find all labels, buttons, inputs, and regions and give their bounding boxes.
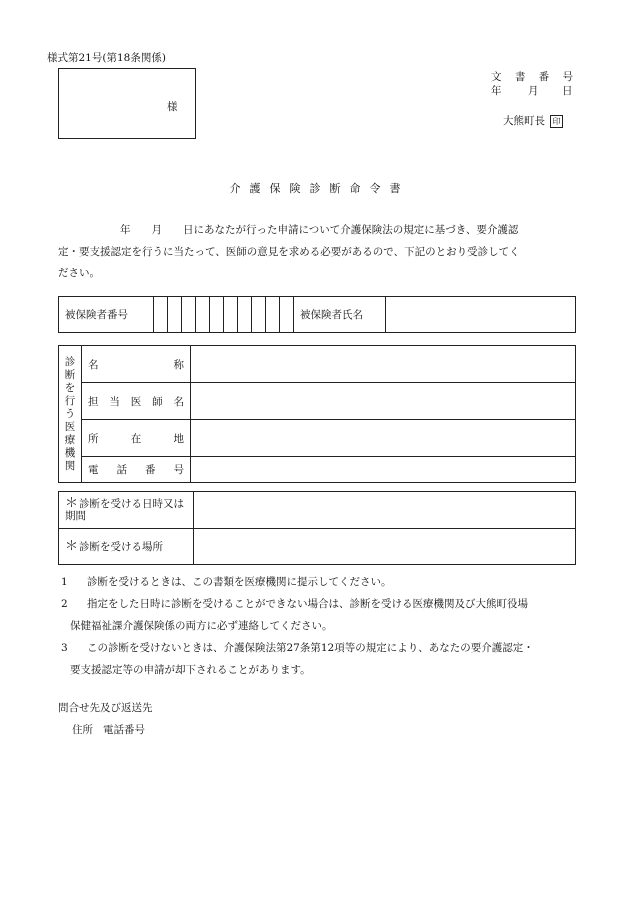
insured-name-label: 被保険者氏名 xyxy=(294,297,386,333)
form-number: 様式第21号(第18条関係) xyxy=(47,52,166,64)
issuer-name: 大熊町長 xyxy=(503,115,545,127)
note-number: 2 xyxy=(61,598,68,610)
body-paragraph xyxy=(58,220,578,285)
note-continuation: 保健福祉課介護保険係の両方に必ず連絡してください。 xyxy=(70,620,333,632)
note-item xyxy=(58,571,588,593)
note-number: 1 xyxy=(61,576,68,588)
date-year: 年 xyxy=(491,85,502,97)
institution-address-field[interactable] xyxy=(191,420,576,457)
doctor-name-field[interactable] xyxy=(191,383,576,420)
addressee-suffix: 様 xyxy=(167,101,178,113)
institution-name-field[interactable] xyxy=(191,346,576,383)
date-month: 月 xyxy=(528,85,539,97)
insured-number-digit[interactable] xyxy=(266,297,280,333)
institution-name-label: 名称 xyxy=(82,346,191,383)
appointment-place-text: 診断を受ける場所 xyxy=(79,540,164,553)
appointment-place-field[interactable] xyxy=(194,529,576,565)
seal-mark: 印 xyxy=(550,115,563,128)
notes-list xyxy=(58,571,588,681)
doctor-name-label: 担当医師名 xyxy=(82,383,191,420)
note-text: この診断を受けないときは、介護保険法第27条第12項等の規定により、あなたの要介護認定・ xyxy=(87,642,534,654)
appointment-place-label xyxy=(59,529,194,565)
date-day: 日 xyxy=(562,85,573,97)
insured-number-digit[interactable] xyxy=(168,297,182,333)
institution-phone-field[interactable] xyxy=(191,457,576,483)
note-item xyxy=(58,637,588,681)
insured-number-digit[interactable] xyxy=(210,297,224,333)
institution-phone-label: 電話番号 xyxy=(82,457,191,483)
contact-heading: 問合せ先及び返送先 xyxy=(58,702,153,714)
insured-number-digit[interactable] xyxy=(196,297,210,333)
body-line-2: 定・要支援認定を行うに当たって、医師の意見を求める必要があるので、下記のとおり受診してく xyxy=(58,245,520,258)
insured-number-digit[interactable] xyxy=(182,297,196,333)
contact-address-label: 住所 xyxy=(72,724,93,736)
appointment-datetime-field[interactable] xyxy=(194,492,576,529)
note-continuation: 要支援認定等の申請が却下されることがあります。 xyxy=(70,664,311,676)
insured-number-label: 被保険者番号 xyxy=(59,297,154,333)
document-title: 介護保険診断命令書 xyxy=(229,182,410,195)
appointment-table xyxy=(58,491,576,565)
appointment-datetime-text: 診断を受ける日時又は期間 xyxy=(65,498,185,522)
issuer xyxy=(503,114,563,128)
insured-number-digit[interactable] xyxy=(154,297,168,333)
insured-number-digit[interactable] xyxy=(252,297,266,333)
asterisk-mark: ＊ xyxy=(65,496,79,511)
institution-address-label: 所在地 xyxy=(82,420,191,457)
note-text: 診断を受けるときは、この書類を医療機関に提示してください。 xyxy=(87,576,392,588)
medical-institution-side-label: 診断を行う医療機関 xyxy=(59,346,82,483)
insured-number-digit[interactable] xyxy=(238,297,252,333)
medical-institution-table xyxy=(58,345,576,483)
contact-section xyxy=(58,697,155,741)
insured-number-digit[interactable] xyxy=(224,297,238,333)
appointment-datetime-label xyxy=(59,492,194,529)
document-number-label: 文書番号 xyxy=(491,71,573,83)
contact-phone-label: 電話番号 xyxy=(103,724,145,736)
insured-name-field[interactable] xyxy=(386,297,576,333)
insured-number-digit[interactable] xyxy=(280,297,294,333)
body-line-1: 年 月 日にあなたが行った申請について介護保険法の規定に基づき、要介護認 xyxy=(120,224,519,236)
note-item xyxy=(58,593,588,637)
insured-person-table xyxy=(58,296,576,333)
note-text: 指定をした日時に診断を受けることができない場合は、診断を受ける医療機関及び大熊町役場 xyxy=(87,598,528,610)
asterisk-mark: ＊ xyxy=(65,538,79,554)
note-number: 3 xyxy=(61,642,68,654)
body-line-3: ださい。 xyxy=(58,267,100,279)
contact-details xyxy=(58,719,155,741)
